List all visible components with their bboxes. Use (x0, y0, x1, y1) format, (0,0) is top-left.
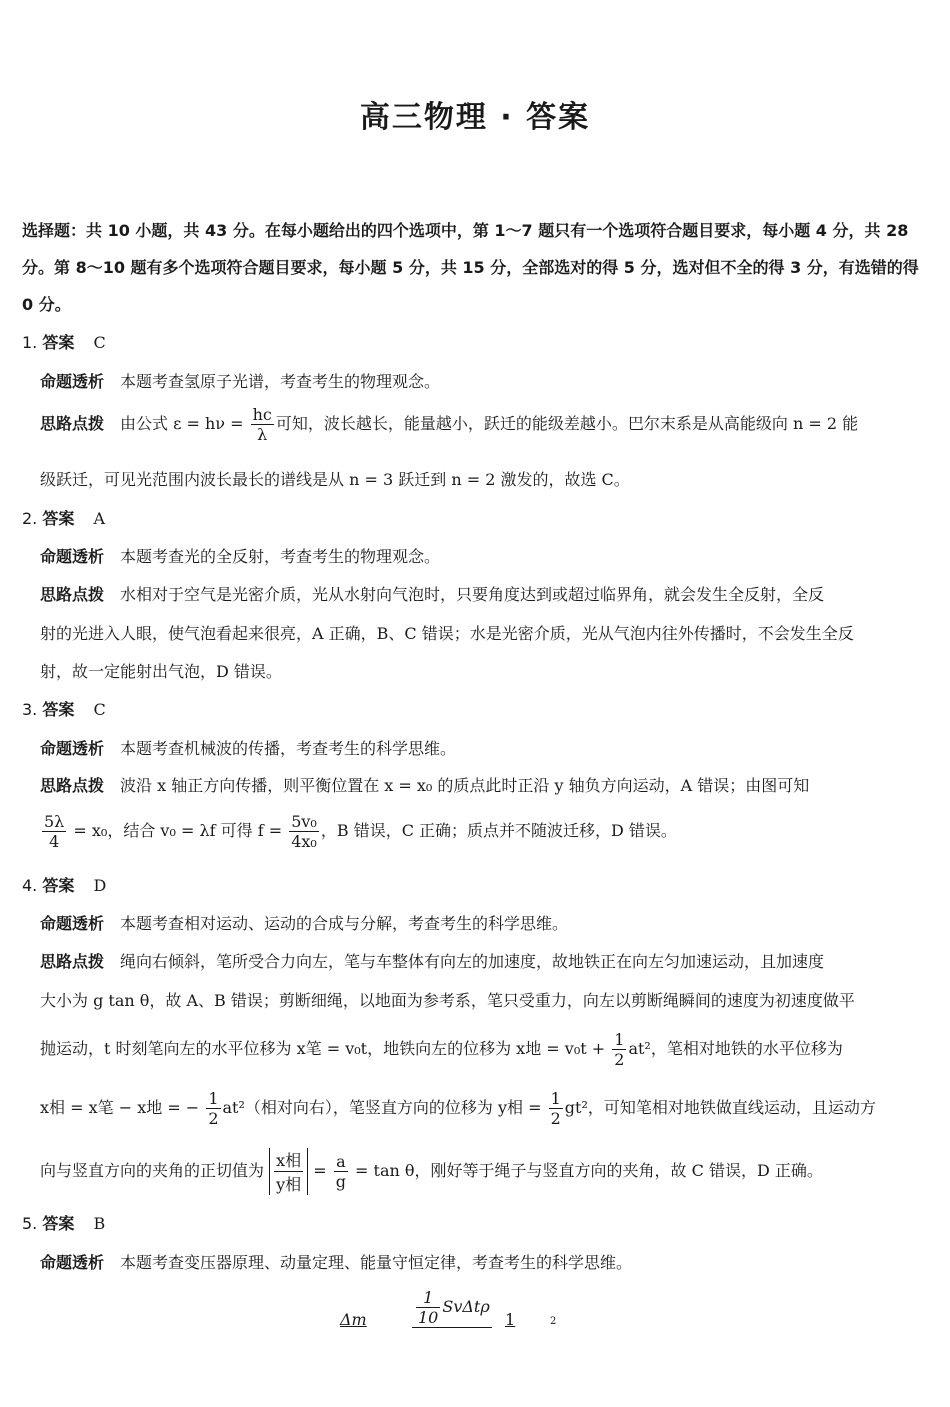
q4-answer-value: D (93, 876, 107, 895)
q2-number: 2. (22, 509, 38, 528)
q2-analysis-text: 本题考查光的全反射，考查考生的物理观念。 (120, 547, 441, 566)
q4-frac-half-1 (612, 1030, 626, 1069)
q4-hint-label: 思路点拨 (40, 952, 105, 971)
q4-ag-den: g (335, 1172, 346, 1191)
q4-abs-den: y相 (276, 1175, 302, 1194)
q4-ag-num: a (334, 1152, 348, 1172)
q4-answer-label: 答案 (42, 876, 75, 895)
q5-partial-num (412, 1288, 492, 1328)
q4-frac-half-3 (549, 1089, 563, 1128)
q5-partial-two: 2 (550, 1316, 557, 1327)
q5-partial-one-over-ten (414, 1288, 442, 1327)
page-title: 高三物理 · 答案 (359, 100, 591, 135)
q4-hint-text-3a: 抛运动，t 时刻笔向左的水平位移为 x笔 = v₀t，地铁向左的位移为 x地 = v₀t + (40, 1039, 611, 1058)
q1-frac-den: λ (257, 425, 268, 444)
intro-paragraph: 选择题：共 10 小题，共 43 分。在每小题给出的四个选项中，第 1～7 题只有一个选项符合题目要求，每小题 4 分，共 28 分。第 8～10 题有多个选项符合题目要求，每小题 5 分，共 15 分，全部选对的得 5 分，选对但不全的得 3 分，有选错的得 0 分。 (22, 221, 919, 314)
q4-half3-den: 2 (550, 1109, 561, 1128)
q4-hint-text-4b: at²（相对向右），笔竖直方向的位移为 y相 = (222, 1098, 547, 1117)
q4-half-num: 1 (614, 1030, 625, 1049)
q5-inner-den: 10 (418, 1308, 439, 1327)
q4-abs-value (269, 1148, 308, 1195)
q3-f2-num: 5v₀ (291, 812, 317, 831)
q3-analysis-text: 本题考查机械波的传播，考查考生的科学思维。 (120, 739, 457, 758)
q5-answer-label: 答案 (42, 1214, 75, 1233)
q3-hint-text-1: 波沿 x 轴正方向传播，则平衡位置在 x = x₀ 的质点此时正沿 y 轴负方向运动，A 错误；由图可知 (120, 776, 810, 795)
q1-header (22, 330, 106, 353)
q1-frac-num: hc (252, 405, 272, 424)
q2-analysis (40, 544, 440, 567)
q1-hint-label: 思路点拨 (40, 414, 105, 433)
q3-hint-text-2a: = x₀，结合 v₀ = λf 可得 f = (68, 821, 288, 840)
q1-fraction (251, 405, 274, 444)
q5-header (22, 1211, 105, 1234)
q3-hint-label: 思路点拨 (40, 776, 105, 795)
q3-hint-line-2 (40, 812, 677, 851)
q4-hint-text-5b: = (308, 1161, 332, 1180)
q3-answer-label: 答案 (42, 700, 75, 719)
q3-number: 3. (22, 700, 38, 719)
q1-hint-cont: 级跃迁，可见光范围内波长最长的谱线是从 n = 3 跃迁到 n = 2 激发的，故选 C。 (40, 470, 630, 489)
q4-half3-num: 1 (550, 1089, 561, 1108)
q4-hint-line-2: 大小为 g tan θ，故 A、B 错误；剪断细绳，以地面为参考系，笔只受重力，向左以剪断绳瞬间的速度为初速度做平 (40, 991, 855, 1010)
q5-answer-value: B (93, 1214, 106, 1233)
q1-answer-label: 答案 (42, 333, 75, 352)
q1-number: 1. (22, 333, 38, 352)
q3-answer-value: C (93, 700, 106, 719)
q5-partial-tail: SvΔtρ (442, 1297, 490, 1316)
q2-answer-label: 答案 (42, 509, 75, 528)
q5-partial-dm: Δm (340, 1310, 367, 1329)
q3-hint (40, 773, 809, 796)
q4-hint-line-3 (40, 1030, 843, 1069)
q4-number: 4. (22, 876, 38, 895)
q4-analysis (40, 911, 568, 934)
q5-analysis-text: 本题考查变压器原理、动量定理、能量守恒定律，考查考生的科学思维。 (120, 1253, 633, 1272)
q2-analysis-label: 命题透析 (40, 547, 105, 566)
q4-hint-text-5a: 向与竖直方向的夹角的正切值为 (40, 1161, 270, 1180)
q3-header (22, 697, 106, 720)
q4-hint-text-3b: at²，笔相对地铁的水平位移为 (628, 1039, 843, 1058)
q5-partial-one: 1 (505, 1310, 516, 1329)
q1-hint-text-a: 由公式 ε = hν = (120, 414, 249, 433)
q3-f2-den: 4x₀ (291, 832, 317, 851)
q3-analysis-label: 命题透析 (40, 739, 105, 758)
q5-inner-frac (416, 1288, 440, 1327)
q4-analysis-text: 本题考查相对运动、运动的合成与分解，考查考生的科学思维。 (120, 914, 569, 933)
q4-hint (40, 949, 824, 972)
q5-analysis-label: 命题透析 (40, 1253, 105, 1272)
q1-hint-text-b: 可知，波长越长，能量越小，跃迁的能级差越小。巴尔末系是从高能级向 n = 2 能 (275, 414, 859, 433)
q5-partial-frac (412, 1288, 492, 1328)
q2-hint (40, 582, 824, 605)
q4-frac-ag (334, 1152, 348, 1191)
q4-half2-num: 1 (208, 1089, 219, 1108)
q4-header (22, 873, 106, 896)
q4-abs-num: x相 (274, 1148, 303, 1172)
q1-analysis-text: 本题考查氢原子光谱，考查考生的物理观念。 (120, 372, 441, 391)
q2-hint-line-2: 射的光进入人眼，使气泡看起来很亮，A 正确，B、C 错误；水是光密介质，光从气泡内往外传播时，不会发生全反 (40, 624, 854, 643)
q1-analysis-label: 命题透析 (40, 372, 105, 391)
q2-hint-text-1: 水相对于空气是光密介质，光从水射向气泡时，只要角度达到或超过临界角，就会发生全反射，全反 (120, 585, 825, 604)
q3-f1-num: 5λ (44, 812, 65, 831)
q3-frac-f (289, 812, 319, 851)
q4-hint-text-5c: = tan θ，刚好等于绳子与竖直方向的夹角，故 C 错误，D 正确。 (349, 1161, 823, 1180)
q5-inner-num: 1 (416, 1288, 440, 1308)
q2-hint-label: 思路点拨 (40, 585, 105, 604)
q4-hint-text-1: 绳向右倾斜，笔所受合力向左，笔与车整体有向左的加速度，故地铁正在向左匀加速运动，且加速度 (120, 952, 825, 971)
q4-frac-xy (274, 1148, 303, 1195)
q5-number: 5. (22, 1214, 38, 1233)
q3-hint-text-2b: ，B 错误，C 正确；质点并不随波迁移，D 错误。 (320, 821, 677, 840)
q4-hint-text-4a: x相 = x笔 − x地 = − (40, 1098, 205, 1117)
q1-analysis (40, 369, 440, 392)
q4-frac-half-2 (206, 1089, 220, 1128)
q2-answer-value: A (93, 509, 106, 528)
q5-analysis (40, 1250, 632, 1273)
q4-hint-line-5 (40, 1148, 823, 1195)
q4-hint-line-4 (40, 1089, 876, 1128)
q4-hint-text-4c: gt²，可知笔相对地铁做直线运动，且运动方 (564, 1098, 876, 1117)
q1-hint (40, 405, 858, 444)
q4-half2-den: 2 (208, 1109, 219, 1128)
q2-hint-line-3: 射，故一定能射出气泡，D 错误。 (40, 662, 282, 681)
q1-answer-value: C (93, 333, 106, 352)
q5-partial-fraction (410, 1288, 494, 1328)
q4-half-den: 2 (614, 1050, 625, 1069)
q2-header (22, 506, 105, 529)
q3-f1-den: 4 (49, 832, 60, 851)
q4-analysis-label: 命题透析 (40, 914, 105, 933)
q3-frac-lambda (42, 812, 66, 851)
q3-analysis (40, 736, 456, 759)
